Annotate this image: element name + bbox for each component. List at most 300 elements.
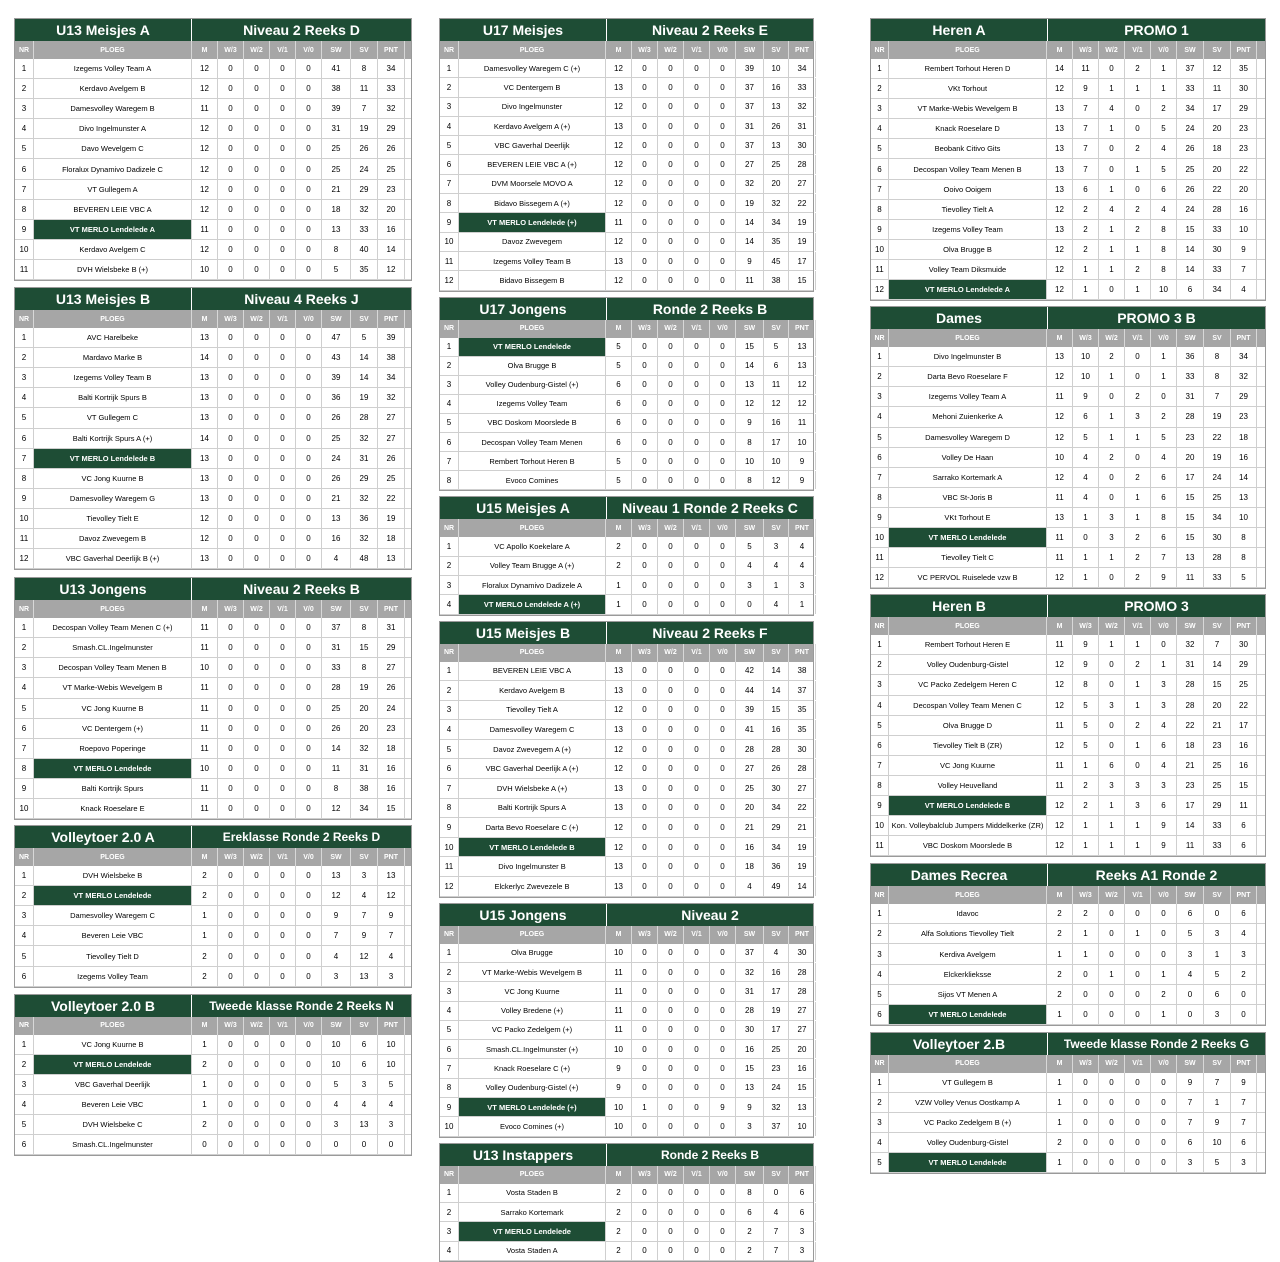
cell-pnt: 20 <box>789 1040 816 1058</box>
cell-nr: 7 <box>440 1059 459 1077</box>
cell-sv: 9 <box>1204 1113 1231 1132</box>
cell-v-1: 1 <box>1125 696 1151 715</box>
cell-v-1: 0 <box>1125 965 1151 984</box>
table-row <box>440 818 813 838</box>
cell-w-2: 0 <box>1099 985 1125 1004</box>
team-name: VC Apollo Koekelare A <box>459 537 606 555</box>
cell-v-0: 3 <box>1151 675 1177 694</box>
column-header: W/2 <box>1099 886 1125 904</box>
cell-sw: 2 <box>736 1242 764 1260</box>
cell-w-3: 0 <box>632 557 658 575</box>
team-category-title: Dames Recrea <box>910 867 1008 884</box>
cell-m: 12 <box>192 240 218 259</box>
cell-sv: 10 <box>1204 1133 1231 1152</box>
cell-sw: 4 <box>322 1095 351 1114</box>
team-name: VC Packo Zedelgem (+) <box>459 1021 606 1039</box>
cell-w-3: 0 <box>632 779 658 798</box>
cell-w-2: 0 <box>1099 1093 1125 1112</box>
cell-nr: 5 <box>871 985 889 1004</box>
cell-v-0: 6 <box>1151 180 1177 199</box>
cell-v-1: 0 <box>270 1075 296 1094</box>
cell-pnt: 16 <box>1231 736 1257 755</box>
cell-w-2: 0 <box>244 799 270 818</box>
cell-w-3: 0 <box>632 1184 658 1202</box>
cell-v-1: 0 <box>270 220 296 239</box>
cell-m: 12 <box>192 529 218 548</box>
column-header: M <box>1047 617 1073 635</box>
cell-nr: 2 <box>15 79 34 98</box>
column-header: M <box>192 41 218 59</box>
column-header: PLOEG <box>889 329 1047 347</box>
cell-pnt: 9 <box>789 452 816 470</box>
table-row <box>871 528 1265 548</box>
cell-nr: 1 <box>871 635 889 654</box>
cell-sv: 38 <box>351 779 378 798</box>
column-header: NR <box>15 600 34 618</box>
cell-sw: 13 <box>736 376 764 394</box>
cell-w-3: 0 <box>632 963 658 981</box>
cell-w-2: 0 <box>1099 904 1125 923</box>
cell-sw: 12 <box>322 799 351 818</box>
cell-sv: 25 <box>764 155 789 173</box>
cell-v-1: 0 <box>270 388 296 407</box>
cell-m: 11 <box>606 963 632 981</box>
cell-w-3: 0 <box>218 260 244 279</box>
cell-w-2: 0 <box>1099 716 1125 735</box>
cell-nr: 1 <box>15 618 34 637</box>
cell-w-3: 0 <box>218 719 244 738</box>
cell-sw: 18 <box>322 200 351 219</box>
cell-pnt: 14 <box>378 240 405 259</box>
cell-v-0: 0 <box>710 740 736 759</box>
cell-sv: 11 <box>351 79 378 98</box>
cell-w-3: 0 <box>632 701 658 720</box>
cell-v-0: 8 <box>1151 260 1177 279</box>
standings-table <box>14 577 412 820</box>
cell-sv: 13 <box>764 136 789 154</box>
cell-m: 12 <box>1047 280 1073 299</box>
cell-pnt: 27 <box>789 779 816 798</box>
cell-v-1: 0 <box>1125 180 1151 199</box>
cell-pnt: 27 <box>378 429 405 448</box>
column-header: NR <box>871 1055 889 1073</box>
column-header: W/3 <box>632 320 658 338</box>
cell-w-2: 0 <box>658 557 684 575</box>
team-name: DVH Wielsbeke A (+) <box>459 779 606 798</box>
cell-pnt: 19 <box>789 233 816 251</box>
cell-sw: 9 <box>736 414 764 432</box>
cell-w-2: 0 <box>1099 736 1125 755</box>
cell-sw: 14 <box>1177 816 1204 835</box>
column-header: PLOEG <box>459 320 606 338</box>
table-row <box>871 796 1265 816</box>
cell-nr: 5 <box>440 136 459 154</box>
cell-nr: 2 <box>15 348 34 367</box>
cell-v-1: 0 <box>684 1222 710 1240</box>
cell-pnt: 32 <box>378 99 405 118</box>
cell-m: 12 <box>1047 200 1073 219</box>
cell-sw: 15 <box>736 338 764 356</box>
standings-table <box>870 1032 1266 1174</box>
cell-m: 6 <box>606 395 632 413</box>
column-header: W/3 <box>218 310 244 328</box>
cell-w-3: 0 <box>218 449 244 468</box>
team-name: Smash.CL.Ingelmunster <box>34 1135 192 1154</box>
cell-nr: 12 <box>871 280 889 299</box>
cell-w-3: 0 <box>218 739 244 758</box>
column-header: V/0 <box>1151 329 1177 347</box>
team-name: Davoz Zwevegem B <box>34 529 192 548</box>
cell-v-0: 0 <box>296 658 322 677</box>
cell-v-1: 0 <box>684 681 710 700</box>
cell-v-1: 0 <box>684 395 710 413</box>
cell-sw: 15 <box>1177 528 1204 547</box>
cell-v-0: 0 <box>710 1040 736 1058</box>
column-header-row <box>871 886 1265 904</box>
cell-w-3: 2 <box>1073 200 1099 219</box>
cell-v-0: 0 <box>296 549 322 568</box>
cell-sv: 24 <box>1204 468 1231 487</box>
cell-nr: 4 <box>871 696 889 715</box>
column-header: V/1 <box>270 41 296 59</box>
cell-nr: 2 <box>440 78 459 96</box>
cell-w-3: 0 <box>218 408 244 427</box>
cell-w-3: 8 <box>1073 675 1099 694</box>
cell-m: 12 <box>1047 407 1073 426</box>
cell-v-0: 0 <box>710 557 736 575</box>
cell-sv: 9 <box>351 926 378 945</box>
cell-v-1: 0 <box>1125 985 1151 1004</box>
cell-v-0: 0 <box>296 328 322 347</box>
column-header: W/3 <box>632 519 658 537</box>
cell-sv: 1 <box>764 576 789 594</box>
cell-w-3: 0 <box>218 1055 244 1074</box>
team-name: Divo Ingelmunster B <box>889 347 1047 366</box>
series-title: Niveau 2 <box>606 904 813 926</box>
team-category-title: Volleytoer 2.0 A <box>51 829 155 846</box>
cell-v-1: 0 <box>684 982 710 1000</box>
cell-sw: 41 <box>736 720 764 739</box>
column-header: PLOEG <box>459 926 606 944</box>
cell-pnt: 5 <box>378 1075 405 1094</box>
cell-w-3: 0 <box>218 658 244 677</box>
cell-pnt: 12 <box>789 376 816 394</box>
team-name: Mehoni Zuienkerke A <box>889 407 1047 426</box>
cell-w-3: 0 <box>632 233 658 251</box>
cell-nr: 12 <box>15 549 34 568</box>
cell-sv: 33 <box>1204 816 1231 835</box>
cell-v-0: 0 <box>710 701 736 720</box>
cell-v-0: 0 <box>296 799 322 818</box>
cell-v-0: 1 <box>1151 965 1177 984</box>
cell-w-3: 5 <box>1073 736 1099 755</box>
column-header: NR <box>871 886 889 904</box>
cell-sv: 12 <box>764 471 789 489</box>
cell-v-1: 0 <box>270 799 296 818</box>
cell-m: 13 <box>606 252 632 270</box>
cell-v-0: 0 <box>296 779 322 798</box>
cell-sv: 25 <box>1204 776 1231 795</box>
cell-nr: 5 <box>871 139 889 158</box>
cell-v-0: 0 <box>296 638 322 657</box>
cell-v-1: 0 <box>270 1115 296 1134</box>
cell-nr: 6 <box>871 736 889 755</box>
cell-sw: 26 <box>322 408 351 427</box>
cell-pnt: 16 <box>1231 200 1257 219</box>
cell-nr: 2 <box>440 681 459 700</box>
column-header: PNT <box>1231 41 1257 59</box>
cell-v-1: 0 <box>270 119 296 138</box>
cell-v-1: 0 <box>270 469 296 488</box>
cell-v-1: 2 <box>1125 548 1151 567</box>
cell-w-2: 0 <box>658 338 684 356</box>
cell-nr: 9 <box>440 213 459 231</box>
cell-w-2: 0 <box>244 739 270 758</box>
cell-m: 12 <box>606 818 632 837</box>
cell-v-0: 0 <box>710 857 736 876</box>
cell-w-3: 6 <box>1073 407 1099 426</box>
cell-w-2: 0 <box>244 1095 270 1114</box>
cell-nr: 10 <box>15 509 34 528</box>
cell-pnt: 28 <box>789 982 816 1000</box>
cell-nr: 10 <box>440 1117 459 1135</box>
table-row <box>871 548 1265 568</box>
column-header: W/3 <box>218 600 244 618</box>
cell-w-3: 0 <box>218 180 244 199</box>
cell-sw: 33 <box>322 658 351 677</box>
cell-sv: 4 <box>764 595 789 613</box>
team-name: Knack Roeselare C (+) <box>459 1059 606 1077</box>
cell-m: 12 <box>1047 736 1073 755</box>
team-name: Olva Brugge <box>459 944 606 962</box>
cell-sv: 11 <box>1204 79 1231 98</box>
cell-v-1: 0 <box>684 1059 710 1077</box>
cell-pnt: 27 <box>378 408 405 427</box>
table-row <box>440 271 813 290</box>
column-header-row <box>871 41 1265 59</box>
cell-w-3: 0 <box>632 740 658 759</box>
column-header: W/2 <box>244 41 270 59</box>
cell-w-2: 1 <box>1099 79 1125 98</box>
cell-nr: 6 <box>871 159 889 178</box>
cell-pnt: 34 <box>1231 347 1257 366</box>
cell-v-0: 0 <box>710 452 736 470</box>
cell-nr: 3 <box>15 906 34 925</box>
team-category-title: U13 Jongens <box>59 581 147 598</box>
column-header: V/1 <box>684 320 710 338</box>
team-name: Kerdiva Avelgem <box>889 944 1047 963</box>
column-header: PNT <box>789 926 816 944</box>
cell-nr: 1 <box>871 59 889 78</box>
cell-sv: 21 <box>1204 716 1231 735</box>
cell-v-1: 0 <box>270 946 296 965</box>
column-header: W/2 <box>658 41 684 59</box>
cell-w-2: 0 <box>244 200 270 219</box>
cell-w-3: 0 <box>218 1035 244 1054</box>
table-row <box>15 489 411 509</box>
cell-m: 2 <box>606 557 632 575</box>
cell-w-3: 0 <box>632 944 658 962</box>
cell-sv: 28 <box>764 740 789 759</box>
cell-w-3: 0 <box>218 489 244 508</box>
cell-m: 12 <box>1047 836 1073 855</box>
cell-m: 6 <box>606 376 632 394</box>
cell-nr: 1 <box>871 347 889 366</box>
cell-m: 12 <box>1047 796 1073 815</box>
column-header: V/0 <box>710 1166 736 1184</box>
cell-pnt: 17 <box>789 252 816 270</box>
cell-w-3: 0 <box>632 395 658 413</box>
cell-nr: 11 <box>871 836 889 855</box>
team-name: VKt Torhout <box>889 79 1047 98</box>
cell-nr: 10 <box>871 240 889 259</box>
cell-pnt: 30 <box>789 740 816 759</box>
cell-pnt: 5 <box>1231 568 1257 587</box>
cell-m: 14 <box>1047 59 1073 78</box>
team-name: VT Gullegem A <box>34 180 192 199</box>
cell-nr: 2 <box>440 557 459 575</box>
cell-pnt: 35 <box>1231 59 1257 78</box>
cell-sw: 19 <box>736 194 764 212</box>
cell-v-0: 0 <box>296 159 322 178</box>
cell-v-0: 5 <box>1151 159 1177 178</box>
column-header: NR <box>15 41 34 59</box>
table-row <box>15 779 411 799</box>
cell-sv: 14 <box>351 348 378 367</box>
cell-v-1: 0 <box>270 1135 296 1154</box>
table-row <box>871 260 1265 280</box>
table-row <box>440 175 813 194</box>
cell-v-0: 0 <box>1151 1073 1177 1092</box>
team-name: Sarrako Kortemark A <box>889 468 1047 487</box>
cell-v-1: 0 <box>684 1184 710 1202</box>
cell-sw: 31 <box>322 119 351 138</box>
column-header: V/0 <box>710 41 736 59</box>
table-header <box>871 864 1265 886</box>
table-row <box>440 136 813 155</box>
team-category-title: U13 Meisjes B <box>55 291 151 308</box>
cell-pnt: 7 <box>378 926 405 945</box>
cell-w-3: 0 <box>218 759 244 778</box>
team-name: VT MERLO Lendelede <box>459 338 606 356</box>
team-name: Floralux Dynamivo Dadizele A <box>459 576 606 594</box>
cell-w-3: 0 <box>632 433 658 451</box>
cell-v-1: 2 <box>1125 59 1151 78</box>
column-header: PLOEG <box>34 848 192 866</box>
cell-w-2: 0 <box>244 429 270 448</box>
cell-pnt: 10 <box>789 433 816 451</box>
cell-sv: 8 <box>351 618 378 637</box>
cell-sv: 28 <box>1204 200 1231 219</box>
cell-pnt: 22 <box>378 489 405 508</box>
cell-w-2: 0 <box>658 414 684 432</box>
table-row <box>871 836 1265 856</box>
team-name: Darta Bevo Roeselare F <box>889 367 1047 386</box>
cell-pnt: 22 <box>789 194 816 212</box>
cell-v-1: 0 <box>1125 448 1151 467</box>
cell-w-2: 0 <box>658 759 684 778</box>
cell-nr: 6 <box>15 719 34 738</box>
cell-m: 13 <box>192 449 218 468</box>
cell-v-0: 0 <box>710 98 736 116</box>
team-name: Damesvolley Waregem G <box>34 489 192 508</box>
cell-sv: 13 <box>351 967 378 986</box>
table-header <box>15 995 411 1017</box>
cell-sv: 5 <box>351 328 378 347</box>
cell-nr: 10 <box>15 799 34 818</box>
cell-v-1: 1 <box>1125 635 1151 654</box>
cell-sv: 24 <box>351 159 378 178</box>
cell-m: 13 <box>606 78 632 96</box>
cell-sw: 28 <box>1177 675 1204 694</box>
table-header <box>871 19 1265 41</box>
column-header: PNT <box>378 1017 405 1035</box>
cell-v-1: 0 <box>270 328 296 347</box>
cell-sv: 0 <box>764 1184 789 1202</box>
cell-sw: 0 <box>1177 985 1204 1004</box>
cell-sw: 37 <box>736 78 764 96</box>
cell-w-3: 0 <box>218 638 244 657</box>
cell-v-1: 1 <box>1125 836 1151 855</box>
cell-w-2: 0 <box>1099 1073 1125 1092</box>
table-row <box>871 79 1265 99</box>
cell-sw: 3 <box>736 576 764 594</box>
cell-nr: 2 <box>15 886 34 905</box>
table-row <box>15 79 411 99</box>
cell-sw: 28 <box>1177 696 1204 715</box>
team-name: Balti Kortrijk Spurs A (+) <box>34 429 192 448</box>
cell-sw: 9 <box>1177 1073 1204 1092</box>
team-name: VT MERLO Lendelede A <box>889 280 1047 299</box>
table-row <box>15 1035 411 1055</box>
cell-v-1: 0 <box>684 1242 710 1260</box>
table-row <box>15 180 411 200</box>
table-row <box>871 568 1265 588</box>
column-header: PNT <box>789 644 816 662</box>
cell-v-1: 0 <box>684 1203 710 1221</box>
cell-w-2: 0 <box>658 1242 684 1260</box>
cell-m: 12 <box>606 136 632 154</box>
team-name: VT MERLO Lendelede B <box>459 838 606 857</box>
cell-m: 6 <box>606 414 632 432</box>
cell-sv: 8 <box>351 59 378 78</box>
cell-w-3: 1 <box>1073 944 1099 963</box>
cell-m: 13 <box>1047 99 1073 118</box>
cell-sv: 28 <box>1204 548 1231 567</box>
cell-pnt: 37 <box>789 681 816 700</box>
cell-sw: 37 <box>1177 59 1204 78</box>
cell-sv: 34 <box>764 799 789 818</box>
column-header: PLOEG <box>889 41 1047 59</box>
cell-m: 12 <box>606 233 632 251</box>
cell-sv: 32 <box>351 739 378 758</box>
cell-v-0: 0 <box>710 799 736 818</box>
team-category-title: U15 Meisjes B <box>475 624 571 641</box>
cell-v-0: 0 <box>1151 924 1177 943</box>
cell-sv: 32 <box>351 429 378 448</box>
cell-nr: 12 <box>440 877 459 896</box>
column-header: W/2 <box>658 519 684 537</box>
column-header: PNT <box>789 1166 816 1184</box>
cell-pnt: 19 <box>789 838 816 857</box>
cell-w-2: 0 <box>658 720 684 739</box>
cell-v-0: 8 <box>1151 508 1177 527</box>
cell-sv: 4 <box>764 1203 789 1221</box>
cell-sw: 21 <box>322 489 351 508</box>
team-name: Izegems Volley Team <box>34 967 192 986</box>
cell-w-2: 0 <box>244 638 270 657</box>
table-row <box>440 662 813 682</box>
